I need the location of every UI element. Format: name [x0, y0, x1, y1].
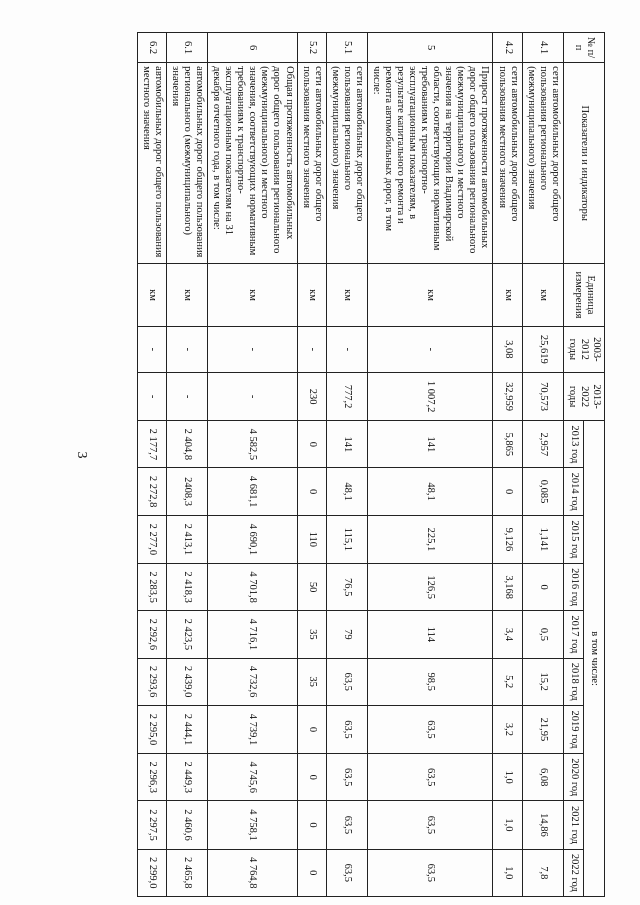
- year-value: 4 758,1: [208, 801, 297, 849]
- value-2013-2022: -: [137, 372, 166, 420]
- header-year: 2020 год: [563, 754, 584, 801]
- year-value: 2 293,6: [137, 658, 166, 705]
- year-value: 2408,3: [166, 468, 207, 515]
- year-value: 126,5: [367, 564, 493, 611]
- row-number: 5.1: [326, 33, 367, 63]
- year-value: 21,95: [522, 705, 563, 753]
- year-value: 63,5: [326, 801, 367, 849]
- table-row: [208, 33, 297, 897]
- indicator-name: сети автомобильных дорог общего пользования регионального (межмуниципального) значения: [326, 63, 367, 264]
- year-value: 2 177,7: [137, 421, 166, 468]
- year-value: 0: [522, 564, 563, 611]
- year-value: 0: [297, 754, 326, 801]
- value-2003-2012: 25,619: [522, 326, 563, 372]
- year-value: 4 582,5: [208, 421, 297, 468]
- year-value: 63,5: [326, 658, 367, 705]
- header-including: в том числе:: [584, 421, 605, 897]
- year-value: 63,5: [326, 754, 367, 801]
- year-value: 2 272,8: [137, 468, 166, 515]
- year-value: 0: [297, 421, 326, 468]
- year-value: 0: [297, 468, 326, 515]
- year-value: 2 418,3: [166, 564, 207, 611]
- indicator-name: Прирост протяженности автомобильных дорог общего пользования регионального (межмуниципального) и местного значения на территории Владимирской области, соответствующих нормативным требованиям к транспортно-эксплуатационным показателям, в результате капитального ремонта и ремонта автомобильных дорог, в том числе:: [367, 63, 493, 264]
- year-value: 4 690,1: [208, 515, 297, 563]
- header-unit: Единица измерения: [563, 264, 604, 326]
- indicator-name: Общая протяженность автомобильных дорог общего пользования регионального (межмуниципального) и местного значения, соответствующих нормативным требованиям к транспортно-эксплуатационным показателям на 31 декабря отчетного года, в том числе:: [208, 63, 297, 264]
- table-row: [166, 33, 207, 897]
- row-number: 5: [367, 33, 493, 63]
- year-value: 14,86: [522, 801, 563, 849]
- year-value: 4 745,6: [208, 754, 297, 801]
- page-number: 3: [74, 451, 89, 459]
- year-value: 50: [297, 564, 326, 611]
- row-number: 6.1: [166, 33, 207, 63]
- header-year: 2014 год: [563, 468, 584, 515]
- year-value: 1,141: [522, 515, 563, 563]
- indicator-name: автомобильных дорог общего пользования местного значения: [137, 63, 166, 264]
- unit-cell: км: [297, 264, 326, 326]
- value-2003-2012: -: [166, 326, 207, 372]
- year-value: 7,8: [522, 849, 563, 896]
- table-row: [326, 33, 367, 897]
- year-value: 2 439,0: [166, 658, 207, 705]
- year-value: 98,5: [367, 658, 493, 705]
- row-number: 5.2: [297, 33, 326, 63]
- year-value: 48,1: [326, 468, 367, 515]
- header-year: 2021 год: [563, 801, 584, 849]
- header-year: 2019 год: [563, 705, 584, 753]
- year-value: 76,5: [326, 564, 367, 611]
- year-value: 141: [326, 421, 367, 468]
- unit-cell: км: [493, 264, 522, 326]
- indicators-table: [137, 32, 605, 897]
- table-row: [493, 33, 522, 897]
- year-value: 2 423,5: [166, 611, 207, 658]
- unit-cell: км: [367, 264, 493, 326]
- year-value: 0,085: [522, 468, 563, 515]
- year-value: 0: [493, 468, 522, 515]
- indicator-name: автомобильных дорог общего пользования регионального (межмуниципального) значения: [166, 63, 207, 264]
- table-body: [137, 33, 563, 897]
- value-2003-2012: -: [326, 326, 367, 372]
- year-value: 63,5: [326, 849, 367, 896]
- year-value: 4 701,8: [208, 564, 297, 611]
- header-year: 2015 год: [563, 515, 584, 563]
- year-value: 4 716,1: [208, 611, 297, 658]
- row-number: 6: [208, 33, 297, 63]
- year-value: 3,2: [493, 705, 522, 753]
- year-value: 3,4: [493, 611, 522, 658]
- rotated-table-container: [110, 32, 605, 897]
- year-value: 3,168: [493, 564, 522, 611]
- value-2013-2022: 230: [297, 372, 326, 420]
- year-value: 4 764,8: [208, 849, 297, 896]
- year-value: 225,1: [367, 515, 493, 563]
- table-row: [137, 33, 166, 897]
- row-number: 4.1: [522, 33, 563, 63]
- year-value: 2 404,8: [166, 421, 207, 468]
- year-value: 63,5: [367, 705, 493, 753]
- year-value: 0,5: [522, 611, 563, 658]
- header-year: 2022 год: [563, 849, 584, 896]
- year-value: 2,957: [522, 421, 563, 468]
- value-2013-2022: 777,2: [326, 372, 367, 420]
- header-year: 2018 год: [563, 658, 584, 705]
- indicator-name: сети автомобильных дорог общего пользования местного значения: [297, 63, 326, 264]
- header-period-2013-2022: 2013-2022 годы: [563, 372, 604, 420]
- table-row: [522, 33, 563, 897]
- year-value: 63,5: [367, 801, 493, 849]
- year-value: 79: [326, 611, 367, 658]
- unit-cell: км: [137, 264, 166, 326]
- year-value: 2 449,3: [166, 754, 207, 801]
- value-2013-2022: -: [166, 372, 207, 420]
- year-value: 63,5: [326, 705, 367, 753]
- value-2003-2012: -: [208, 326, 297, 372]
- year-value: 110: [297, 515, 326, 563]
- value-2013-2022: -: [208, 372, 297, 420]
- row-number: 4.2: [493, 33, 522, 63]
- year-value: 141: [367, 421, 493, 468]
- value-2013-2022: 1 007,2: [367, 372, 493, 420]
- header-year: 2016 год: [563, 564, 584, 611]
- year-value: 2 413,1: [166, 515, 207, 563]
- year-value: 0: [297, 705, 326, 753]
- unit-cell: км: [208, 264, 297, 326]
- value-2013-2022: 70,573: [522, 372, 563, 420]
- year-value: 1,0: [493, 754, 522, 801]
- header-period-2003-2012: 2003-2012 годы: [563, 326, 604, 372]
- unit-cell: км: [166, 264, 207, 326]
- year-value: 35: [297, 658, 326, 705]
- year-value: 2 295,0: [137, 705, 166, 753]
- year-value: 1,0: [493, 801, 522, 849]
- indicator-name: сети автомобильных дорог общего пользования местного значения: [493, 63, 522, 264]
- value-2003-2012: -: [297, 326, 326, 372]
- year-value: 48,1: [367, 468, 493, 515]
- header-num: № п/п: [563, 33, 604, 63]
- year-value: 0: [297, 801, 326, 849]
- header-year: 2013 год: [563, 421, 584, 468]
- year-value: 2 444,1: [166, 705, 207, 753]
- year-value: 115,1: [326, 515, 367, 563]
- year-value: 114: [367, 611, 493, 658]
- year-value: 2 460,6: [166, 801, 207, 849]
- year-value: 2 296,3: [137, 754, 166, 801]
- header-indicator: Показатели и индикаторы: [563, 63, 604, 264]
- year-value: 2 292,6: [137, 611, 166, 658]
- value-2003-2012: -: [367, 326, 493, 372]
- year-value: 15,2: [522, 658, 563, 705]
- year-value: 6,08: [522, 754, 563, 801]
- header-row-1: [584, 33, 605, 897]
- unit-cell: км: [326, 264, 367, 326]
- indicator-name: сети автомобильных дорог общего пользования регионального (межмуниципального) значения: [522, 63, 563, 264]
- year-value: 63,5: [367, 754, 493, 801]
- value-2003-2012: 3,08: [493, 326, 522, 372]
- year-value: 4 739,1: [208, 705, 297, 753]
- year-value: 2 277,0: [137, 515, 166, 563]
- year-value: 5,2: [493, 658, 522, 705]
- table-row: [297, 33, 326, 897]
- year-value: 35: [297, 611, 326, 658]
- unit-cell: км: [522, 264, 563, 326]
- value-2003-2012: -: [137, 326, 166, 372]
- year-value: 2 283,5: [137, 564, 166, 611]
- header-year: 2017 год: [563, 611, 584, 658]
- row-number: 6.2: [137, 33, 166, 63]
- year-value: 4 681,1: [208, 468, 297, 515]
- year-value: 0: [297, 849, 326, 896]
- year-value: 1,0: [493, 849, 522, 896]
- year-value: 9,126: [493, 515, 522, 563]
- year-value: 2 465,8: [166, 849, 207, 896]
- year-value: 2 297,5: [137, 801, 166, 849]
- year-value: 4 732,6: [208, 658, 297, 705]
- table-row: [367, 33, 493, 897]
- value-2013-2022: 32,959: [493, 372, 522, 420]
- year-value: 63,5: [367, 849, 493, 896]
- year-value: 5,865: [493, 421, 522, 468]
- year-value: 2 299,0: [137, 849, 166, 896]
